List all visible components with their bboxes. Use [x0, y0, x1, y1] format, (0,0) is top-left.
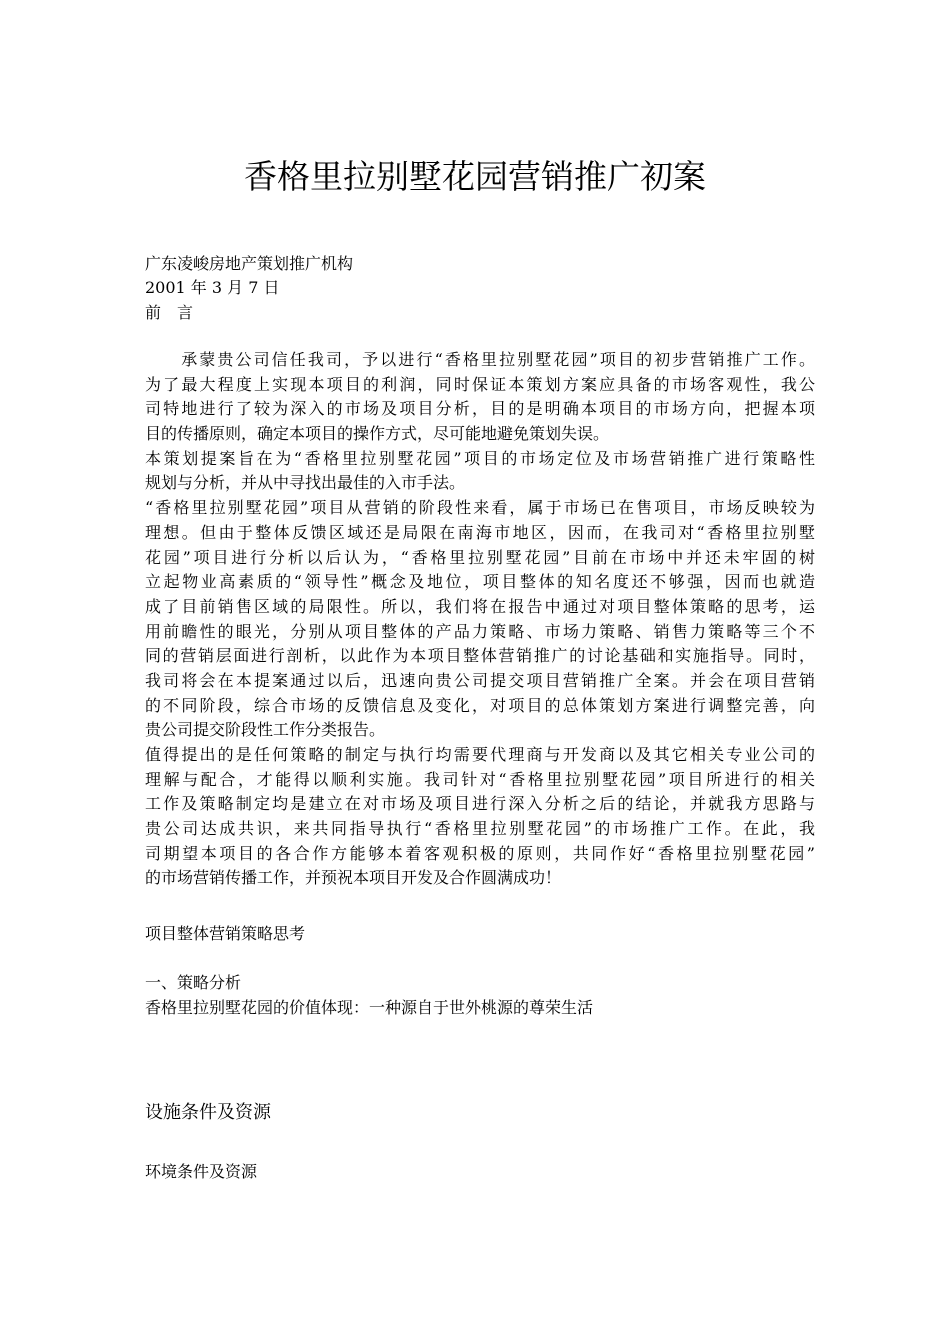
paragraph-line: 目的传播原则，确定本项目的操作方式，尽可能地避免策划失误。: [145, 424, 610, 444]
paragraph-line: 承蒙贵公司信任我司，予以进行“香格里拉别墅花园”项目的初步营销推广工作。: [145, 350, 815, 369]
paragraph-line: 司期望本项目的各合作方能够本着客观积极的原则，共同作好“香格里拉别墅花园”: [145, 843, 815, 863]
preface-heading: 前 言: [145, 303, 194, 322]
paragraph-line: 司特地进行了较为深入的市场及项目分析，目的是明确本项目的市场方向，把握本项: [145, 399, 815, 419]
facilities-heading: 设施条件及资源: [145, 1102, 271, 1123]
paragraph-line: “香格里拉别墅花园”项目从营销的阶段性来看，属于市场已在售项目，市场反映较为: [145, 498, 815, 518]
value-statement: 香格里拉别墅花园的价值体现：一种源自于世外桃源的尊荣生活: [145, 998, 594, 1017]
subsection-heading: 一、策略分析: [145, 973, 242, 992]
organization-name: 广东凌峻房地产策划推广机构: [145, 254, 354, 273]
paragraph-line: 理想。但由于整体反馈区域还是局限在南海市地区，因而，在我司对“香格里拉别墅: [145, 522, 815, 542]
paragraph-line: 工作及策略制定均是建立在对市场及项目进行深入分析之后的结论，并就我方思路与: [145, 794, 815, 814]
paragraph-line: 为了最大程度上实现本项目的利润，同时保证本策划方案应具备的市场客观性，我公: [145, 374, 815, 394]
environment-heading: 环境条件及资源: [145, 1162, 258, 1181]
paragraph-line: 贵公司达成共识，来共同指导执行“香格里拉别墅花园”的市场推广工作。在此，我: [145, 819, 815, 839]
paragraph-line: 同的营销层面进行剖析，以此作为本项目整体营销推广的讨论基础和实施指导。同时，: [145, 646, 815, 666]
paragraph-line: 值得提出的是任何策略的制定与执行均需要代理商与开发商以及其它相关专业公司的: [145, 745, 815, 764]
paragraph-line: 理解与配合，才能得以顺利实施。我司针对“香格里拉别墅花园”项目所进行的相关: [145, 769, 815, 789]
preface-body: [145, 348, 815, 891]
paragraph-line: 的市场营销传播工作，并预祝本项目开发及合作圆满成功！: [145, 868, 562, 888]
paragraph-line: 我司将会在本提案通过以后，迅速向贵公司提交项目营销推广全案。并会在项目营销: [145, 670, 815, 690]
section-heading: 项目整体营销策略思考: [145, 924, 306, 943]
paragraph-line: 规划与分析，并从中寻找出最佳的入市手法。: [145, 473, 466, 493]
paragraph-line: 用前瞻性的眼光，分别从项目整体的产品力策略、市场力策略、销售力策略等三个不: [145, 621, 815, 641]
paragraph-line: 的不同阶段，综合市场的反馈信息及变化，对项目的总体策划方案进行调整完善，向: [145, 695, 815, 715]
paragraph-line: 本策划提案旨在为“香格里拉别墅花园”项目的市场定位及市场营销推广进行策略性: [145, 448, 815, 468]
paragraph-line: 贵公司提交阶段性工作分类报告。: [145, 720, 386, 740]
document-date: 2001 年 3 月 7 日: [145, 278, 280, 297]
document-title: 香格里拉别墅花园营销推广初案: [244, 157, 706, 196]
paragraph-line: 成了目前销售区域的局限性。所以，我们将在报告中通过对项目整体策略的思考，运: [145, 596, 815, 616]
paragraph-line: 立起物业高素质的“领导性”概念及地位，项目整体的知名度还不够强，因而也就造: [145, 572, 815, 592]
paragraph-line: 花园”项目进行分析以后认为，“香格里拉别墅花园”目前在市场中并还未牢固的树: [145, 547, 815, 567]
